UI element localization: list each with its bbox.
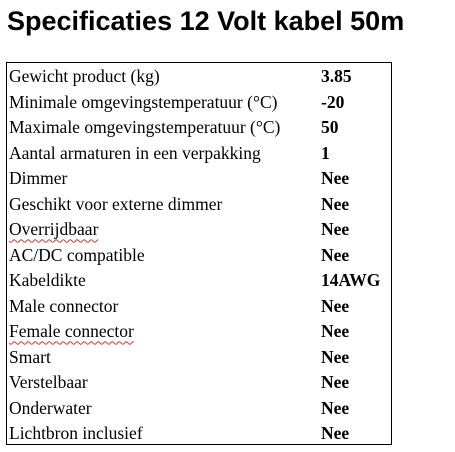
spec-value: Nee: [321, 321, 350, 342]
table-row: [7, 294, 391, 320]
spec-value: -20: [321, 91, 345, 112]
table-row: [7, 166, 391, 192]
spec-label: Minimale omgevingstemperatuur (°C): [9, 91, 278, 112]
spec-label: AC/DC compatible: [9, 244, 145, 265]
spec-value: Nee: [321, 372, 350, 393]
table-row: [7, 90, 391, 116]
table-row: [7, 243, 391, 269]
spec-value: Nee: [321, 244, 350, 265]
spec-value: 14AWG: [321, 270, 381, 291]
spec-value: Nee: [321, 423, 350, 444]
table-row: [7, 64, 391, 90]
spec-label: Aantal armaturen in een verpakking: [9, 142, 261, 163]
table-row: [7, 370, 391, 396]
table-row: [7, 319, 391, 345]
spellcheck-underlined-text: Overrijdbaar: [9, 219, 99, 240]
spec-value: 1: [321, 142, 330, 163]
spellcheck-underlined-text: Female connector: [9, 321, 134, 342]
table-row: [7, 421, 391, 447]
spec-value: Nee: [321, 168, 350, 189]
spec-value: 3.85: [321, 66, 352, 87]
spec-label: Onderwater: [9, 397, 92, 418]
spec-value: Nee: [321, 397, 350, 418]
spec-value: Nee: [321, 295, 350, 316]
spec-value: Nee: [321, 346, 350, 367]
spec-label: Dimmer: [9, 168, 68, 189]
table-row: [7, 345, 391, 371]
spec-label: Lichtbron inclusief: [9, 423, 143, 444]
table-row: [7, 268, 391, 294]
page-title: Specificaties 12 Volt kabel 50m: [7, 6, 405, 36]
spec-label: Kabeldikte: [9, 270, 86, 291]
spec-value: 50: [321, 117, 339, 138]
spec-value: Nee: [321, 193, 350, 214]
spec-label: Verstelbaar: [9, 372, 88, 393]
spec-value: Nee: [321, 219, 350, 240]
spec-label: Geschikt voor externe dimmer: [9, 193, 223, 214]
spec-label: Maximale omgevingstemperatuur (°C): [9, 117, 281, 138]
table-row: [7, 141, 391, 167]
spec-label: Smart: [9, 346, 51, 367]
spec-label: [7, 321, 320, 342]
table-row: [7, 396, 391, 422]
spec-label: Gewicht product (kg): [9, 66, 160, 87]
spec-label: [7, 219, 320, 240]
spec-label: Male connector: [9, 295, 119, 316]
table-row: [7, 217, 391, 243]
spec-table: [6, 62, 392, 445]
table-row: [7, 192, 391, 218]
table-row: [7, 115, 391, 141]
